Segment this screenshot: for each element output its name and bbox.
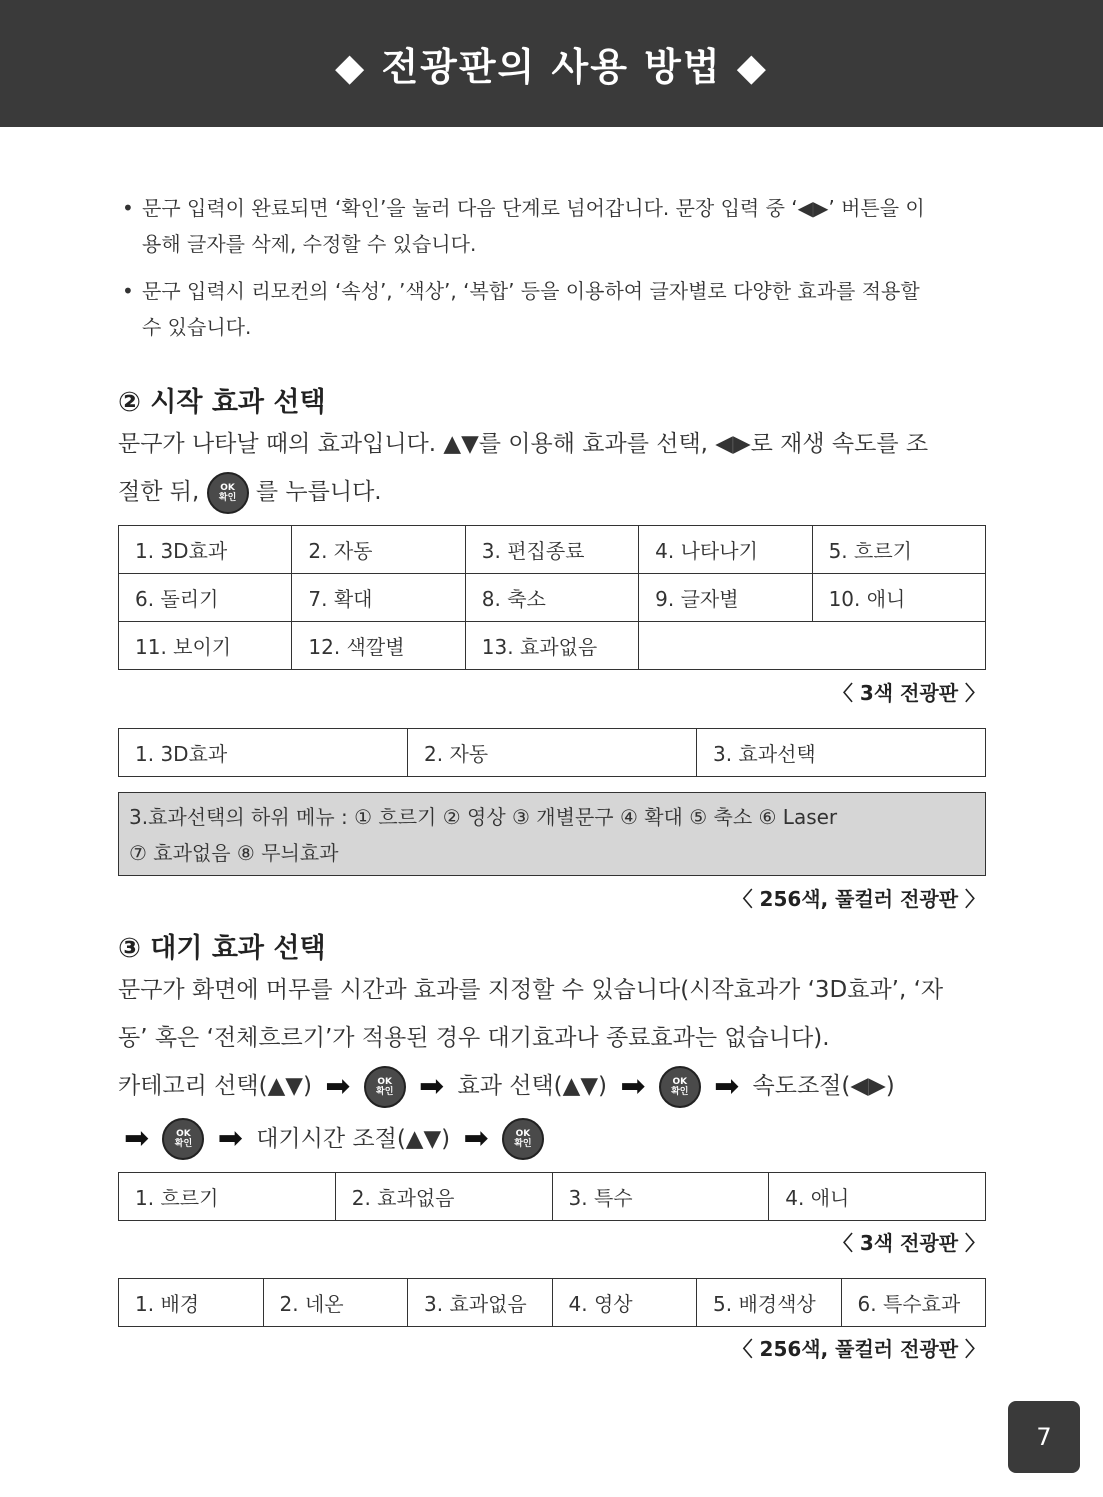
table-cell: 3. 효과선택 [697, 729, 986, 777]
bullet-line: 용해 글자를 삭제, 수정할 수 있습니다. [142, 232, 477, 256]
section-title: ② 시작 효과 선택 [118, 387, 326, 418]
section-title: ③ 대기 효과 선택 [118, 933, 326, 964]
table-row [119, 1279, 986, 1327]
para-text: 절한 뒤, [118, 479, 200, 505]
arrow-right-icon: ➡ [124, 1121, 150, 1156]
table-cell [639, 622, 986, 670]
flow-line [118, 1060, 986, 1113]
submenu-line: ⑦ 효과없음 ⑧ 무늬효과 [129, 841, 339, 865]
table-cell: 11. 보이기 [119, 622, 292, 670]
table-cell: 6. 돌리기 [119, 574, 292, 622]
table-caption: 〈 256색, 풀컬러 전광판 〉 [732, 1337, 985, 1361]
arrow-right-icon: ➡ [419, 1068, 445, 1104]
para-line: 문구가 나타날 때의 효과입니다. ▲▼를 이용해 효과를 선택, ◀▶로 재생 속도를 조 [118, 431, 929, 457]
bullet-line: 문구 입력이 완료되면 ‘확인’을 눌러 다음 단계로 넘어갑니다. 문장 입력 중 ‘◀▶’ 버튼을 이 [142, 196, 925, 220]
start-effect-table-3color [118, 525, 986, 670]
table-cell: 3. 효과없음 [408, 1279, 553, 1327]
ok-confirm-icon: OK 확인 [207, 472, 249, 514]
table-cell: 2. 네온 [263, 1279, 408, 1327]
para-line [118, 468, 986, 516]
bullet-dot: • [122, 279, 134, 303]
table-cell: 13. 효과없음 [465, 622, 638, 670]
arrow-right-icon: ➡ [620, 1068, 646, 1104]
table-caption: 〈 3색 전광판 〉 [832, 1231, 985, 1255]
bullet-item [118, 273, 986, 345]
table-cell: 2. 자동 [292, 526, 465, 574]
table-cell: 1. 3D효과 [119, 729, 408, 777]
flow-line [118, 1113, 986, 1166]
table-row [119, 1173, 986, 1221]
flow-steps [118, 1060, 986, 1165]
submenu-line: 3.효과선택의 하위 메뉴 : ① 흐르기 ② 영상 ③ 개별문구 ④ 확대 ⑤ 축소 ⑥ Laser [129, 805, 838, 829]
flow-step: 속도조절(◀▶) [752, 1073, 895, 1099]
bullet-dot: • [122, 196, 134, 220]
table-cell: 8. 축소 [465, 574, 638, 622]
table-row [119, 526, 986, 574]
table-cell: 5. 흐르기 [812, 526, 985, 574]
table-caption: 〈 256색, 풀컬러 전광판 〉 [732, 887, 985, 911]
ok-confirm-icon: OK 확인 [659, 1066, 701, 1108]
bullet-line: 문구 입력시 리모컨의 ‘속성’, ’색상’, ‘복합’ 등을 이용하여 글자별로 다양한 효과를 적용할 [142, 279, 920, 303]
table-cell: 3. 편집종료 [465, 526, 638, 574]
page-header [0, 0, 1103, 127]
flow-step: 대기시간 조절(▲▼) [256, 1125, 451, 1152]
para-line: 문구가 화면에 머무를 시간과 효과를 지정할 수 있습니다(시작효과가 ‘3D효과’, ‘자 [118, 977, 944, 1003]
table-row [119, 729, 986, 777]
table-cell: 1. 배경 [119, 1279, 264, 1327]
arrow-right-icon: ➡ [325, 1068, 351, 1104]
table-cell: 1. 3D효과 [119, 526, 292, 574]
table-cell: 4. 나타나기 [639, 526, 812, 574]
page-title: ◆ 전광판의 사용 방법 ◆ [334, 45, 769, 89]
table-cell: 1. 흐르기 [119, 1173, 336, 1221]
page-number: 7 [1008, 1401, 1080, 1473]
table-cell: 10. 애니 [812, 574, 985, 622]
table-cell: 9. 글자별 [639, 574, 812, 622]
table-cell: 3. 특수 [552, 1173, 769, 1221]
table-row [119, 622, 986, 670]
ok-confirm-icon: OK 확인 [162, 1118, 204, 1160]
para-line: 동’ 혹은 ‘전체흐르기’가 적용된 경우 대기효과나 종료효과는 없습니다). [118, 1025, 830, 1051]
table-cell: 2. 자동 [408, 729, 697, 777]
submenu-note [118, 792, 986, 876]
table-cell: 2. 효과없음 [335, 1173, 552, 1221]
table-cell: 12. 색깔별 [292, 622, 465, 670]
para-text: 를 누릅니다. [255, 479, 382, 505]
table-cell: 4. 애니 [769, 1173, 986, 1221]
section-paragraph [118, 966, 986, 1062]
flow-step: 효과 선택(▲▼) [457, 1073, 607, 1099]
ok-confirm-icon: OK 확인 [502, 1118, 544, 1160]
arrow-right-icon: ➡ [217, 1121, 243, 1156]
section-paragraph [118, 420, 986, 516]
table-cell: 5. 배경색상 [697, 1279, 842, 1327]
ok-confirm-icon: OK 확인 [364, 1066, 406, 1108]
table-cell: 6. 특수효과 [841, 1279, 986, 1327]
table-cell: 4. 영상 [552, 1279, 697, 1327]
wait-effect-table-256color [118, 1278, 986, 1327]
flow-step: 카테고리 선택(▲▼) [118, 1073, 312, 1099]
table-row [119, 574, 986, 622]
arrow-right-icon: ➡ [463, 1121, 489, 1156]
bullet-item [118, 190, 986, 262]
table-caption: 〈 3색 전광판 〉 [832, 681, 985, 705]
bullet-line: 수 있습니다. [142, 315, 252, 339]
table-cell: 7. 확대 [292, 574, 465, 622]
wait-effect-table-3color [118, 1172, 986, 1221]
arrow-right-icon: ➡ [714, 1068, 740, 1104]
start-effect-table-256color [118, 728, 986, 777]
